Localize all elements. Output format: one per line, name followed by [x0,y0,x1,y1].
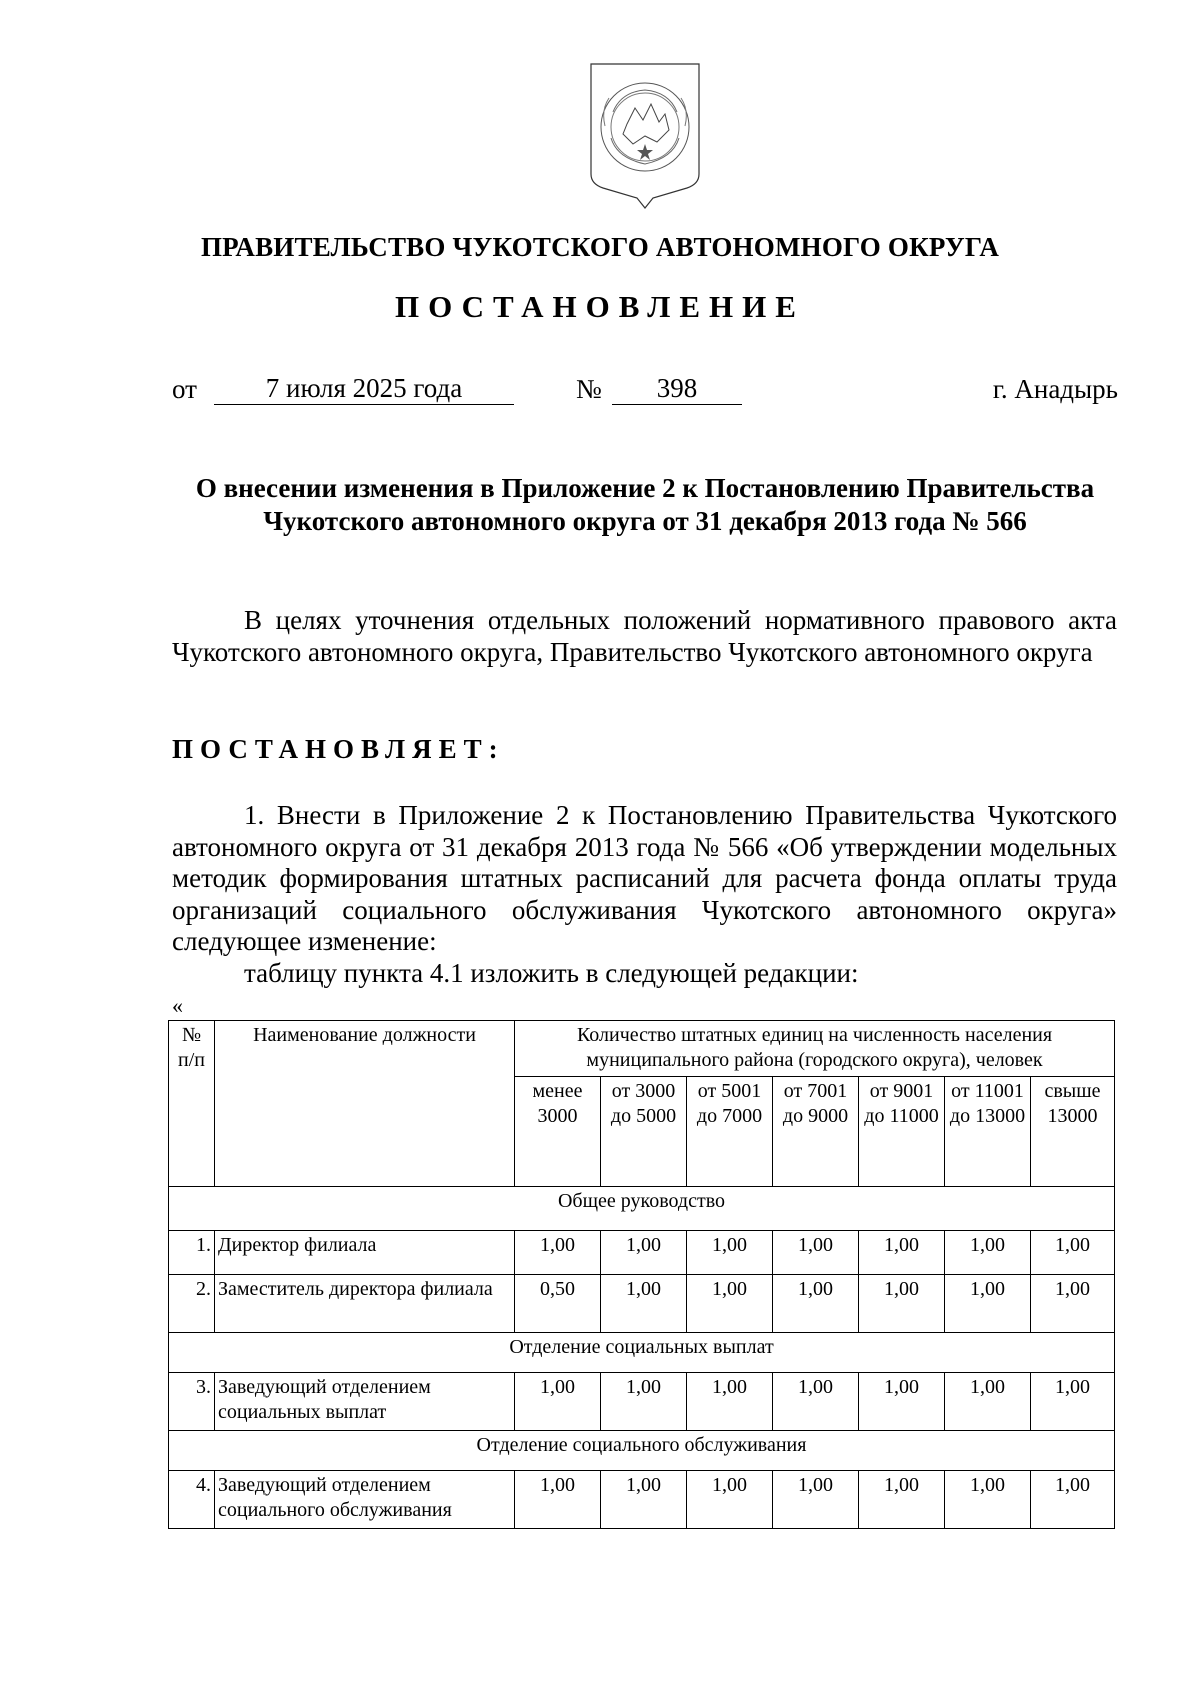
preamble-paragraph [172,605,1117,668]
row-number: 2. [169,1275,215,1333]
header-population-group: Количество штатных единиц на численность населения муниципального района (городского округа), человек [515,1021,1115,1077]
document-number: 398 [612,372,742,405]
section-title: Отделение социального обслуживания [169,1431,1115,1471]
staff-units-value: 1,00 [945,1471,1031,1529]
table-row [169,1231,1115,1275]
document-city: г. Анадырь [992,374,1118,404]
document-type: ПОСТАНОВЛЕНИЕ [395,289,805,324]
position-name: Директор филиала [215,1231,515,1275]
section-row [169,1431,1115,1471]
staff-units-value: 0,50 [515,1275,601,1333]
staff-units-value: 1,00 [687,1373,773,1431]
staff-units-value: 1,00 [773,1275,859,1333]
section-row [169,1187,1115,1231]
staff-units-value: 1,00 [859,1471,945,1529]
header-position-name: Наименование должности [215,1021,515,1187]
header-range-1: менее 3000 [515,1077,601,1187]
staff-units-value: 1,00 [1031,1471,1115,1529]
staff-units-value: 1,00 [859,1231,945,1275]
staff-units-value: 1,00 [601,1275,687,1333]
staff-units-value: 1,00 [859,1373,945,1431]
staff-units-value: 1,00 [601,1231,687,1275]
staff-units-value: 1,00 [687,1275,773,1333]
position-name: Заведующий отделением социальных выплат [215,1373,515,1431]
staff-units-value: 1,00 [687,1231,773,1275]
header-range-2: от 3000 до 5000 [601,1077,687,1187]
point-1-subtext: таблицу пункта 4.1 изложить в следующей редакции: [244,958,859,988]
staff-units-value: 1,00 [601,1373,687,1431]
staff-units-value: 1,00 [1031,1373,1115,1431]
section-row [169,1333,1115,1373]
staff-units-value: 1,00 [945,1231,1031,1275]
opening-quote-mark: « [172,993,183,1018]
resolves-heading: ПОСТАНОВЛЯЕТ: [172,734,505,764]
staff-units-value: 1,00 [859,1275,945,1333]
table-row [169,1373,1115,1431]
staff-units-value: 1,00 [515,1373,601,1431]
table-row [169,1471,1115,1529]
header-range-3: от 5001 до 7000 [687,1077,773,1187]
document-subject: О внесении изменения в Приложение 2 к Постановлению Правительства Чукотского автономного округа от 31 декабря 2013 года № 566 [195,473,1095,536]
government-title: ПРАВИТЕЛЬСТВО ЧУКОТСКОГО АВТОНОМНОГО ОКРУГА [200,232,1000,262]
coat-of-arms-emblem [587,62,703,212]
header-number: № п/п [169,1021,215,1187]
staff-units-value: 1,00 [515,1471,601,1529]
document-date: 7 июля 2025 года [214,372,514,405]
point-1-text: 1. Внести в Приложение 2 к Постановлению Правительства Чукотского автономного округа от 31 декабря 2013 года № 566 «Об утверждении модельных методик формирования штатных расписаний для расчета фонда оплаты труда организаций социального обслуживания Чукотского автономного округа» следующее изменение: [172,800,1117,956]
row-number: 3. [169,1373,215,1431]
section-title: Отделение социальных выплат [169,1333,1115,1373]
header-range-5: от 9001 до 11000 [859,1077,945,1187]
table-row [169,1275,1115,1333]
staff-units-value: 1,00 [1031,1231,1115,1275]
staffing-table [168,1020,1115,1529]
header-range-4: от 7001 до 9000 [773,1077,859,1187]
position-name: Заведующий отделением социального обслуживания [215,1471,515,1529]
staff-units-value: 1,00 [945,1373,1031,1431]
staff-units-value: 1,00 [773,1231,859,1275]
staff-units-value: 1,00 [773,1471,859,1529]
staff-units-value: 1,00 [1031,1275,1115,1333]
point-1-paragraph [172,800,1117,958]
date-label: от [172,374,197,404]
section-title: Общее руководство [169,1187,1115,1231]
number-label: № [576,374,602,404]
staff-units-value: 1,00 [773,1373,859,1431]
staff-units-value: 1,00 [515,1231,601,1275]
staff-units-value: 1,00 [945,1275,1031,1333]
row-number: 1. [169,1231,215,1275]
position-name: Заместитель директора филиала [215,1275,515,1333]
preamble-text: В целях уточнения отдельных положений нормативного правового акта Чукотского автономного округа, Правительство Чукотского автономного округа [172,605,1117,667]
header-range-6: от 11001 до 13000 [945,1077,1031,1187]
staff-units-value: 1,00 [687,1471,773,1529]
header-range-7: свыше 13000 [1031,1077,1115,1187]
row-number: 4. [169,1471,215,1529]
staff-units-value: 1,00 [601,1471,687,1529]
